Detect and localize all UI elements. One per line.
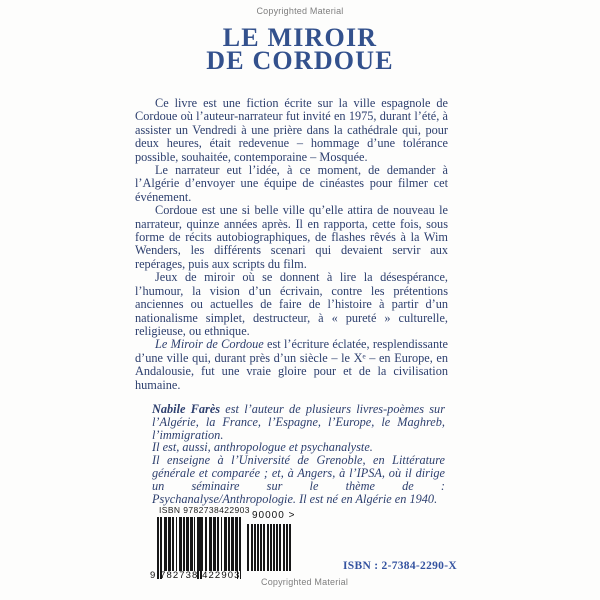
barcode-bar — [186, 517, 189, 571]
barcode-bar — [194, 517, 195, 571]
barcode-bar — [213, 517, 216, 571]
barcode-bar — [270, 524, 272, 571]
book-title-inline: Le Miroir de Cordoue — [155, 337, 264, 352]
barcode-bar — [283, 524, 285, 571]
barcode-bar — [251, 524, 253, 571]
barcode-bar — [217, 517, 219, 571]
barcode-bar — [276, 524, 278, 571]
bio-paragraph: Il enseigne à l’Université de Grenoble, en Littérature générale et comparée ; et, à Angers, à l’IPSA, où il dirige un séminaire sur le thème de : Psychanalyse/Anthropologie. Il est né en Algérie en 1940. — [152, 453, 445, 506]
barcode-bar — [263, 524, 265, 571]
barcode-bar — [273, 524, 275, 571]
barcode-bar — [172, 517, 174, 571]
barcode-bar — [209, 517, 212, 571]
author-name: Nabile Farès — [152, 402, 221, 416]
barcode-bar — [260, 524, 262, 571]
book-title-line1: LE MIROIR — [222, 23, 378, 52]
book-title-line2: DE CORDOUE — [206, 46, 394, 75]
author-bio — [152, 403, 445, 505]
barcode-digits: 9 782738 422903 — [150, 570, 241, 581]
barcode-bar — [168, 517, 171, 571]
barcode-bar — [202, 517, 203, 571]
barcode-bar — [179, 517, 182, 571]
barcode-bar — [183, 517, 185, 571]
barcode-bar — [254, 524, 256, 571]
barcode-bar — [164, 517, 167, 571]
barcode-bar — [228, 517, 230, 571]
barcode-bar — [205, 517, 207, 571]
isbn-number: ISBN : 2-7384-2290-X — [343, 560, 457, 572]
barcode-isbn-label: ISBN 9782738422903 — [159, 505, 250, 515]
book-title — [0, 23, 600, 75]
synopsis-paragraph: Cordoue est une si belle ville qu’elle attira de nouveau le narrateur, quinze années après. Il en rapporta, cette fois, sous forme de récits autobiographiques, de flashes rêvés à la Wim Wenders, les différents scenari qui devaient servir aux repérages, puis aux scripts du film. — [135, 203, 448, 271]
barcode-bar — [231, 517, 234, 571]
synopsis-paragraph: Ce livre est une fiction écrite sur la ville espagnole de Cordoue où l’auteur-narrateur fut invité en 1975, durant l’été, à assister un Vendredi à une prière dans la cathédrale qui, pour deux heures, était redevenue – hommage d’une tolérance possible, souhaitée, contemporaine – Mosquée. — [135, 96, 448, 164]
barcode-bar — [190, 517, 193, 571]
barcode-bar — [176, 517, 177, 571]
barcode-supplement-label: 90000 > — [252, 510, 296, 521]
synopsis-text — [135, 97, 448, 392]
barcode-bar — [221, 517, 222, 571]
synopsis-paragraph: Jeux de miroir où se donnent à lire la désespérance, l’humour, la vision d’un écrivain, contre les prétentions anciennes ou actuelles de faire de l’histoire à partir d’un nationalisme simplet, destructeur, à « pureté » culturelle, religieuse, ou ethnique. — [135, 270, 448, 338]
ean5-supplement-barcode — [247, 524, 292, 571]
bio-paragraph — [152, 403, 445, 441]
synopsis-paragraph: Le narrateur eut l’idée, à ce moment, de demander à l’Algérie d’envoyer une équipe de cinéastes pour filmer cet événement. — [135, 163, 448, 204]
barcode-bar — [267, 524, 269, 571]
barcode-bar — [257, 524, 259, 571]
barcode-bar — [224, 517, 227, 571]
barcode-bar — [289, 524, 291, 571]
barcode-bar — [247, 524, 249, 571]
copyright-watermark-top: Copyrighted Material — [256, 6, 344, 16]
bio-paragraph-rest: est l’auteur de plusieurs livres-poèmes sur l’Algérie, la France, l’Espagne, l’Europe, le Maghreb, l’immigration. — [152, 402, 445, 442]
ean13-barcode — [157, 517, 241, 571]
synopsis-paragraph — [135, 338, 448, 392]
bio-paragraph: Il est, aussi, anthropologue et psychanalyste. — [152, 440, 373, 455]
synopsis-paragraph-rest: est l’écriture éclatée, resplendissante d’une ville qui, durant près d’un siècle – le Xᵉ – en Europe, en Andalousie, fut une vraie gloire pour et de la civilisation humaine. — [135, 337, 448, 392]
barcode-bar — [279, 524, 281, 571]
copyright-watermark-bottom: Copyrighted Material — [261, 577, 349, 587]
barcode-bar — [286, 524, 288, 571]
